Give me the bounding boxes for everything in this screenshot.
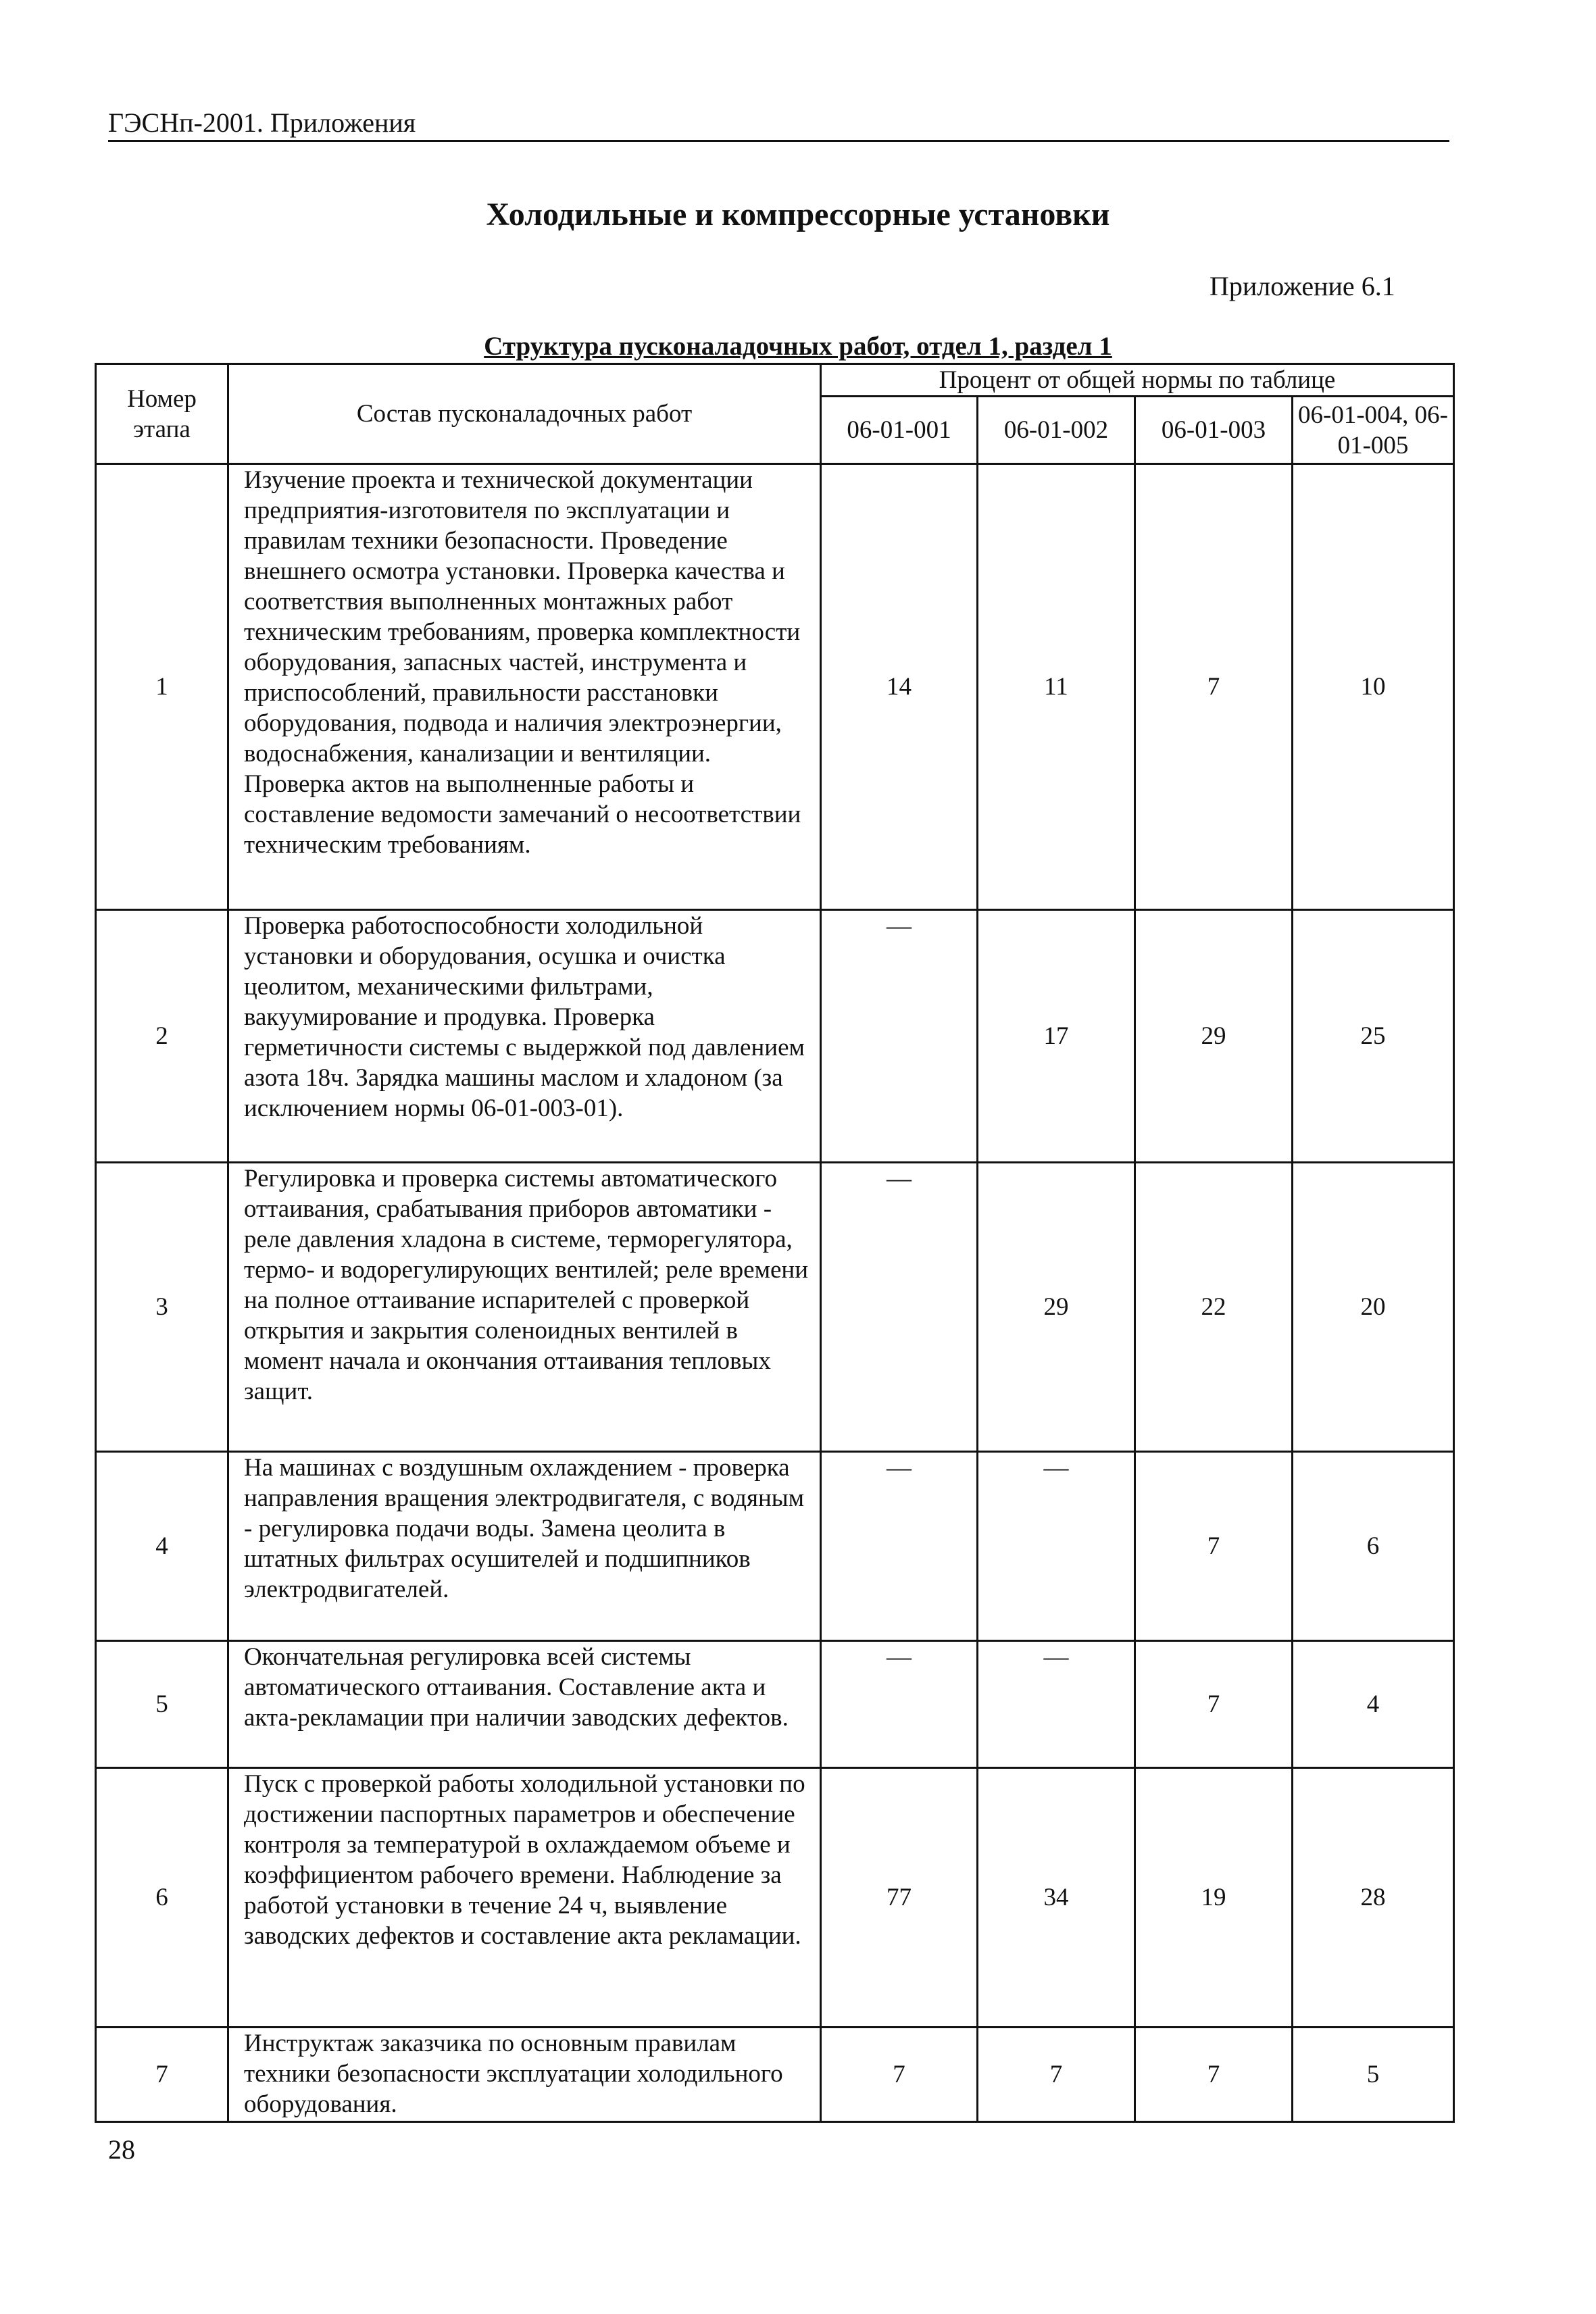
work-description: На машинах с воздушным охлаждением - проверка направления вращения электродвигателя, с водяным - регулировка подачи воды. Замена цеолита в штатных фильтрах осушителей и подшипников электродвигателей.: [228, 1452, 821, 1641]
percent-value: 6: [1293, 1452, 1454, 1641]
page-title: Холодильные и компрессорные установки: [486, 197, 1110, 232]
percent-value: 4: [1293, 1641, 1454, 1768]
table-caption: Структура пусконаладочных работ, отдел 1, раздел 1: [484, 332, 1112, 361]
percent-value: 7: [978, 2028, 1135, 2122]
percent-value: 28: [1293, 1768, 1454, 2028]
percent-value: 5: [1293, 2028, 1454, 2122]
stage-number: 4: [96, 1452, 228, 1641]
col-header-code: 06-01-002: [978, 397, 1135, 464]
stage-number: 2: [96, 910, 228, 1163]
percent-value: 14: [821, 464, 978, 910]
percent-value: 25: [1293, 910, 1454, 1163]
work-description: Пуск с проверкой работы холодильной установки по достижении паспортных параметров и обеспечение контроля за температурой в охлаждаемом объеме и коэффициентом рабочего времени. Наблюдение за работой установки в течение 24 ч, выявление заводских дефектов и составление акта рекламации.: [228, 1768, 821, 2028]
stage-number: 6: [96, 1768, 228, 2028]
stage-number: 3: [96, 1163, 228, 1452]
col-header-code: 06-01-001: [821, 397, 978, 464]
percent-value: 29: [1135, 910, 1293, 1163]
appendix-label: Приложение 6.1: [1210, 271, 1395, 301]
col-header-percent-group: Процент от общей нормы по таблице: [821, 364, 1454, 397]
table-row: 4 На машинах с воздушным охлаждением - проверка направления вращения электродвигателя, с водяным - регулировка подачи воды. Замена цеолита в штатных фильтрах осушителей и подшипников электродвигателей. — — 7 6: [96, 1452, 1454, 1641]
page-number: 28: [108, 2134, 135, 2165]
col-header-stage: Номер этапа: [96, 364, 228, 464]
col-header-code: 06-01-004, 06-01-005: [1293, 397, 1454, 464]
col-header-work: Состав пусконаладочных работ: [228, 364, 821, 464]
col-header-code: 06-01-003: [1135, 397, 1293, 464]
table-row: [96, 2028, 1454, 2122]
percent-value: 19: [1135, 1768, 1293, 2028]
work-description: Окончательная регулировка всей системы автоматического оттаивания. Составление акта и акта-рекламации при наличии заводских дефектов.: [228, 1641, 821, 1768]
table-row: 5 Окончательная регулировка всей системы автоматического оттаивания. Составление акта и акта-рекламации при наличии заводских дефектов. — — 7 4: [96, 1641, 1454, 1768]
table-row: 3 Регулировка и проверка системы автоматического оттаивания, срабатывания приборов автоматики - реле давления хладона в системе, терморегулятора, термо- и водорегулирующих вентилей; реле времени на полное оттаивание испарителей с проверкой открытия и закрытия соленоидных вентилей в момент начала и окончания оттаивания тепловых защит. — 29 22 20: [96, 1163, 1454, 1452]
percent-value: 7: [821, 2028, 978, 2122]
stage-number: 1: [96, 464, 228, 910]
works-structure-table: [95, 363, 1455, 2123]
percent-value: 22: [1135, 1163, 1293, 1452]
stage-number: 5: [96, 1641, 228, 1768]
table-row: [96, 1768, 1454, 2028]
percent-value: 7: [1135, 1452, 1293, 1641]
running-header: ГЭСНп-2001. Приложения: [108, 107, 416, 138]
percent-value: 77: [821, 1768, 978, 2028]
percent-value: 7: [1135, 1641, 1293, 1768]
work-description: Изучение проекта и технической документации предприятия-изготовителя по эксплуатации и правилам техники безопасности. Проведение внешнего осмотра установки. Проверка качества и соответствия выполненных монтажных работ техническим требованиям, проверка комплектности оборудования, запасных частей, инструмента и приспособлений, правильности расстановки оборудования, подвода и наличия электроэнергии, водоснабжения, канализации и вентиляции. Проверка актов на выполненные работы и составление ведомости замечаний о несоответствии техническим требованиям.: [228, 464, 821, 910]
table-row: 2 Проверка работоспособности холодильной установки и оборудования, осушка и очистка цеолитом, механическими фильтрами, вакуумирование и продувка. Проверка герметичности системы с выдержкой под давлением азота 18ч. Зарядка машины маслом и хладоном (за исключением нормы 06-01-003-01). — 17 29 25: [96, 910, 1454, 1163]
percent-value: 7: [1135, 2028, 1293, 2122]
percent-value: 20: [1293, 1163, 1454, 1452]
percent-value: 34: [978, 1768, 1135, 2028]
percent-value: 11: [978, 464, 1135, 910]
percent-value: 7: [1135, 464, 1293, 910]
percent-value: 17: [978, 910, 1135, 1163]
header-rule: [108, 140, 1449, 142]
percent-value: 29: [978, 1163, 1135, 1452]
work-description: Регулировка и проверка системы автоматического оттаивания, срабатывания приборов автоматики - реле давления хладона в системе, терморегулятора, термо- и водорегулирующих вентилей; реле времени на полное оттаивание испарителей с проверкой открытия и закрытия соленоидных вентилей в момент начала и окончания оттаивания тепловых защит.: [228, 1163, 821, 1452]
work-description: Инструктаж заказчика по основным правилам техники безопасности эксплуатации холодильного оборудования.: [228, 2028, 821, 2122]
table-row: [96, 464, 1454, 910]
stage-number: 7: [96, 2028, 228, 2122]
percent-value: 10: [1293, 464, 1454, 910]
work-description: Проверка работоспособности холодильной установки и оборудования, осушка и очистка цеолитом, механическими фильтрами, вакуумирование и продувка. Проверка герметичности системы с выдержкой под давлением азота 18ч. Зарядка машины маслом и хладоном (за исключением нормы 06-01-003-01).: [228, 910, 821, 1163]
